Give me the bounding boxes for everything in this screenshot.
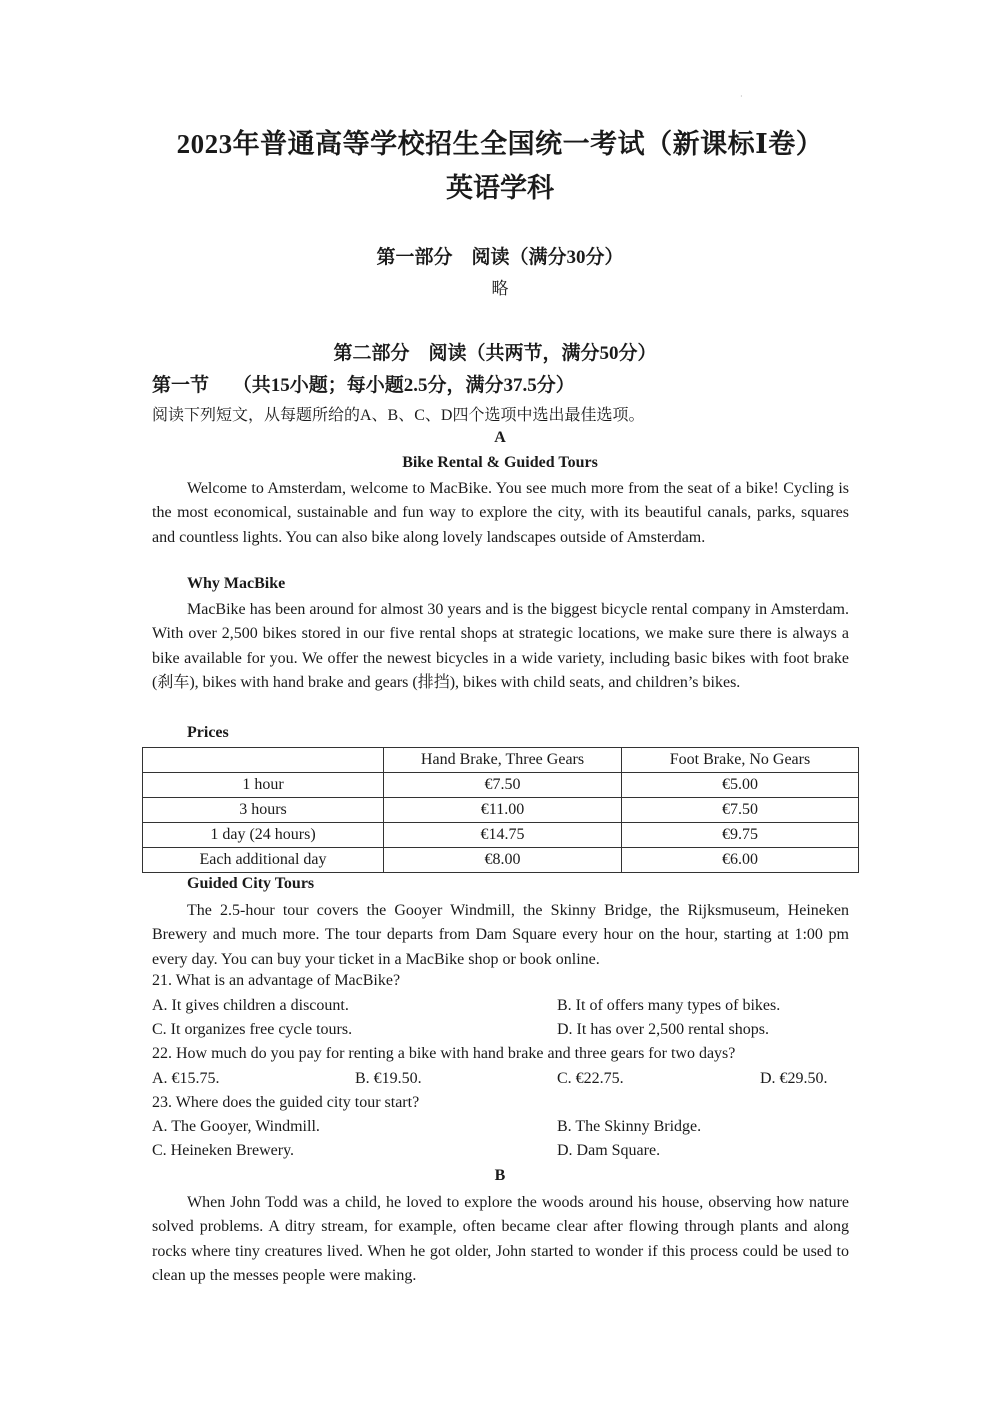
passage-b-label: B — [494, 1167, 506, 1184]
question-21-stem: 21. What is an advantage of MacBike? — [152, 972, 401, 989]
table-cell: Each additional day — [143, 848, 384, 873]
exam-title: 2023年普通高等学校招生全国统一考试（新课标Ⅰ卷） — [176, 129, 824, 159]
table-row — [143, 773, 859, 798]
question-23-option-c[interactable]: C. Heineken Brewery. — [152, 1142, 295, 1159]
question-23-option-d[interactable]: D. Dam Square. — [557, 1142, 661, 1159]
prices-heading: Prices — [187, 724, 229, 741]
instructions: 阅读下列短文，从每题所给的A、B、C、D四个选项中选出最佳选项。 — [152, 407, 645, 424]
question-22-stem: 22. How much do you pay for renting a bike with hand brake and three gears for two days? — [152, 1045, 736, 1062]
table-cell: 3 hours — [143, 798, 384, 823]
table-cell: €7.50 — [622, 798, 859, 823]
question-21-option-a[interactable]: A. It gives children a discount. — [152, 997, 349, 1014]
table-cell: €6.00 — [622, 848, 859, 873]
why-macbike-heading: Why MacBike — [187, 575, 286, 592]
question-22-option-c[interactable]: C. €22.75. — [557, 1070, 624, 1087]
table-row — [143, 848, 859, 873]
question-21-option-b[interactable]: B. It of offers many types of bikes. — [557, 997, 781, 1014]
table-header-cell: Hand Brake, Three Gears — [384, 748, 622, 773]
question-21-option-d[interactable]: D. It has over 2,500 rental shops. — [557, 1021, 769, 1038]
part1-omitted-note: 略 — [491, 279, 509, 298]
question-21-option-c[interactable]: C. It organizes free cycle tours. — [152, 1021, 353, 1038]
passage-b-text: When John Todd was a child, he loved to explore the woods around his house, observing how nature solved problems. A ditry stream, for example, often became clear after flowing through plants and along rocks where tiny creatures lived. When he got older, John started to wonder if this process could be used to clean up the messes people were making. — [152, 1194, 849, 1285]
guided-tours-text: The 2.5-hour tour covers the Gooyer Windmill, the Skinny Bridge, the Rijksmuseum, Heineken Brewery and much more. The tour departs from Dam Square every hour on the hour, starting at 1:00 pm every day. You can buy your ticket in a MacBike shop or book online. — [152, 902, 849, 968]
exam-subject: 英语学科 — [446, 173, 554, 203]
scan-speck: · — [740, 92, 743, 101]
table-cell: €9.75 — [622, 823, 859, 848]
table-header-row — [143, 748, 859, 773]
table-cell: €11.00 — [384, 798, 622, 823]
passage-a-intro: Welcome to Amsterdam, welcome to MacBike. You see much more from the seat of a bike! Cycling is the most economical, sustainable and fun way to explore the city, with its beautiful canals, parks, squares and countless lights. You can also bike along lovely landscapes outside of Amsterdam. — [152, 480, 849, 546]
question-22-option-b[interactable]: B. €19.50. — [355, 1070, 422, 1087]
table-cell: 1 hour — [143, 773, 384, 798]
table-cell: €5.00 — [622, 773, 859, 798]
table-header-cell — [143, 748, 384, 773]
why-macbike-text: MacBike has been around for almost 30 years and is the biggest bicycle rental company in Amsterdam. With over 2,500 bikes stored in our five rental shops at strategic locations, we make sure there is always a bike available for you. We offer the newest bicycles in a wide variety, including basic bikes with foot brake (刹车), bikes with hand brake and gears (排挡), bikes with child seats, and children’s bikes. — [152, 601, 849, 692]
table-cell: 1 day (24 hours) — [143, 823, 384, 848]
table-row — [143, 798, 859, 823]
table-row — [143, 823, 859, 848]
prices-table — [142, 747, 859, 873]
part2-title: 第二部分 阅读（共两节，满分50分） — [333, 343, 657, 364]
question-22-option-d[interactable]: D. €29.50. — [760, 1070, 828, 1087]
table-cell: €14.75 — [384, 823, 622, 848]
question-22-option-a[interactable]: A. €15.75. — [152, 1070, 220, 1087]
guided-tours-heading: Guided City Tours — [187, 875, 315, 892]
passage-a-title: Bike Rental & Guided Tours — [402, 454, 598, 471]
passage-a-label: A — [494, 429, 506, 446]
question-23-option-a[interactable]: A. The Gooyer, Windmill. — [152, 1118, 320, 1135]
table-cell: €8.00 — [384, 848, 622, 873]
part1-title: 第一部分 阅读（满分30分） — [376, 247, 624, 268]
table-header-cell: Foot Brake, No Gears — [622, 748, 859, 773]
section1-heading: 第一节 （共15小题；每小题2.5分，满分37.5分） — [152, 375, 575, 396]
question-23-stem: 23. Where does the guided city tour start? — [152, 1094, 420, 1111]
question-23-option-b[interactable]: B. The Skinny Bridge. — [557, 1118, 702, 1135]
table-cell: €7.50 — [384, 773, 622, 798]
